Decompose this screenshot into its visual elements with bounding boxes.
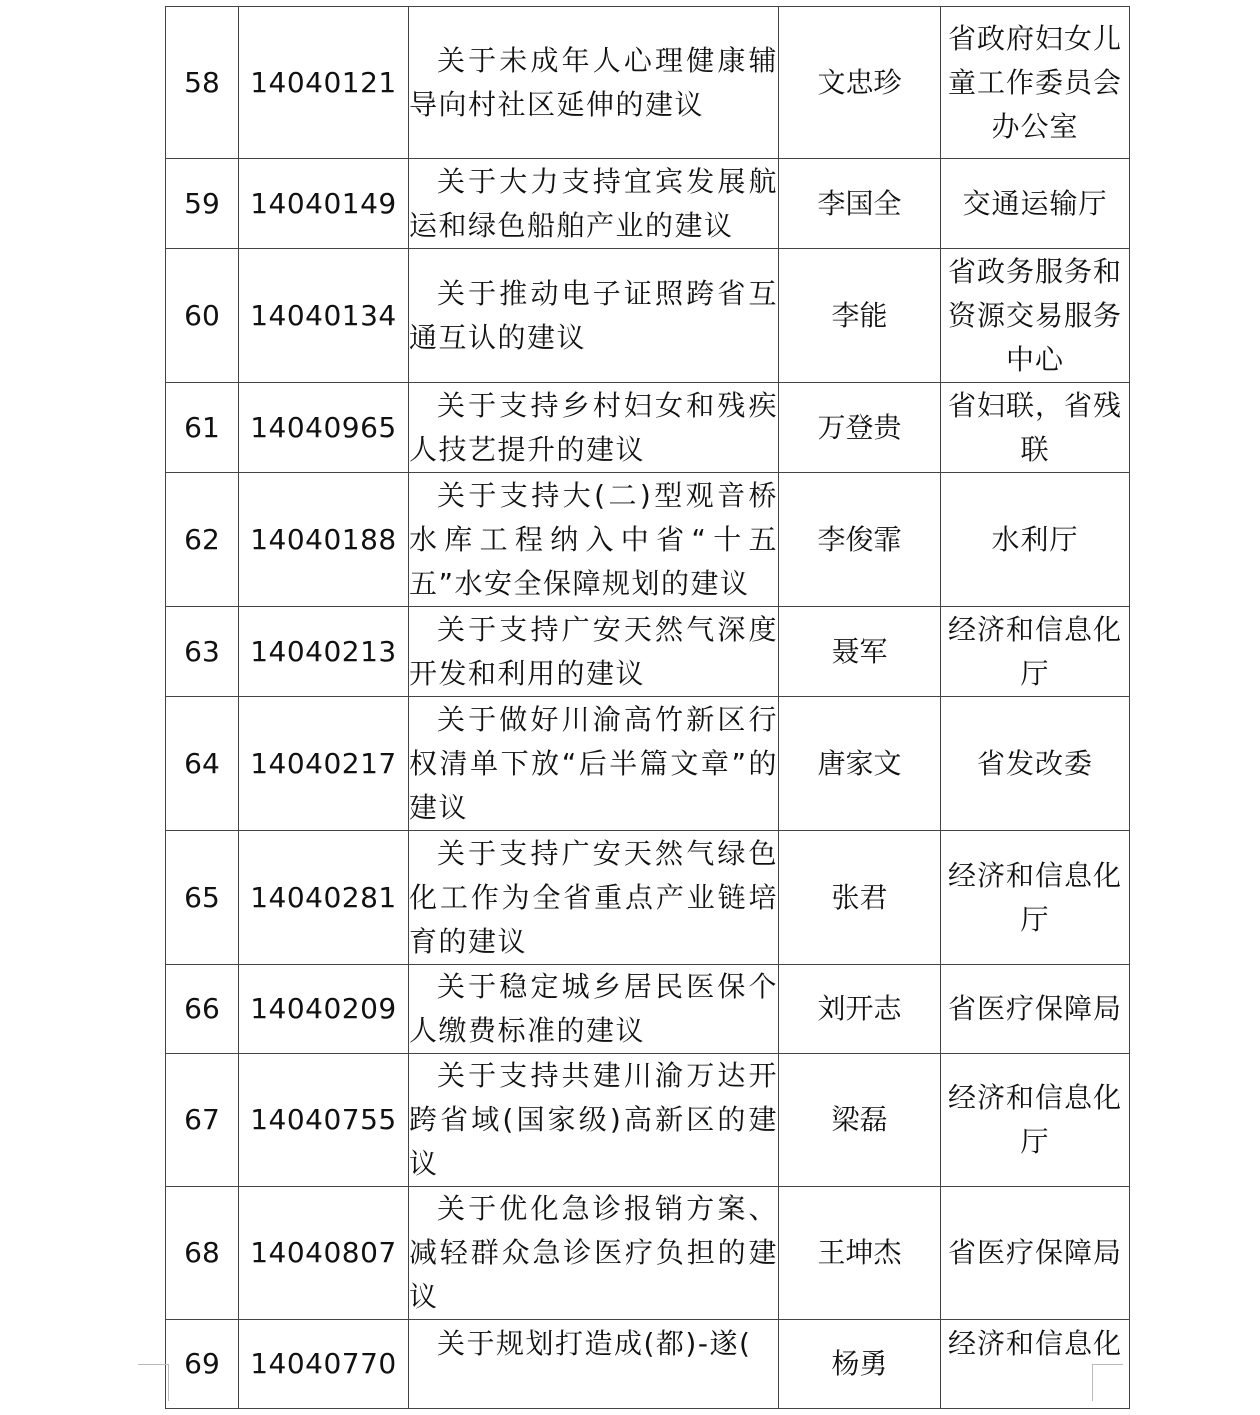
responsible-department: 省政务服务和资源交易服务中心 (941, 249, 1130, 383)
row-number: 58 (166, 7, 239, 159)
proposal-title: 关于优化急诊报销方案、减轻群众急诊医疗负担的建议 (409, 1187, 779, 1320)
crop-mark-left (138, 1364, 169, 1401)
proposal-title: 关于稳定城乡居民医保个人缴费标准的建议 (409, 965, 779, 1054)
table-row (166, 965, 1130, 1054)
proposer-name: 唐家文 (779, 697, 941, 831)
table-row (166, 1187, 1130, 1320)
proposal-code: 14040281 (239, 831, 409, 965)
proposal-title: 关于支持乡村妇女和残疾人技艺提升的建议 (409, 383, 779, 473)
proposal-title: 关于支持广安天然气绿色化工作为全省重点产业链培育的建议 (409, 831, 779, 965)
proposer-name: 万登贵 (779, 383, 941, 473)
proposal-code: 14040770 (239, 1320, 409, 1409)
responsible-department: 交通运输厅 (941, 159, 1130, 249)
row-number: 67 (166, 1054, 239, 1187)
proposer-name: 李能 (779, 249, 941, 383)
table-row (166, 7, 1130, 159)
proposal-code: 14040213 (239, 607, 409, 697)
proposal-title: 关于支持大(二)型观音桥水库工程纳入中省“十五五”水安全保障规划的建议 (409, 473, 779, 607)
row-number: 64 (166, 697, 239, 831)
responsible-department: 经济和信息化厅 (941, 831, 1130, 965)
proposal-code: 14040188 (239, 473, 409, 607)
proposal-code: 14040807 (239, 1187, 409, 1320)
proposal-title: 关于做好川渝高竹新区行权清单下放“后半篇文章”的建议 (409, 697, 779, 831)
proposer-name: 李国全 (779, 159, 941, 249)
proposal-code: 14040149 (239, 159, 409, 249)
table-row (166, 1320, 1130, 1409)
proposal-title: 关于大力支持宜宾发展航运和绿色船舶产业的建议 (409, 159, 779, 249)
proposal-title: 关于支持共建川渝万达开跨省域(国家级)高新区的建议 (409, 1054, 779, 1187)
proposal-title: 关于推动电子证照跨省互通互认的建议 (409, 249, 779, 383)
proposer-name: 梁磊 (779, 1054, 941, 1187)
table-row (166, 159, 1130, 249)
row-number: 68 (166, 1187, 239, 1320)
table-row (166, 249, 1130, 383)
crop-mark-right (1092, 1364, 1123, 1401)
row-number: 59 (166, 159, 239, 249)
proposal-table (165, 6, 1130, 1409)
proposer-name: 刘开志 (779, 965, 941, 1054)
proposer-name: 王坤杰 (779, 1187, 941, 1320)
proposal-code: 14040134 (239, 249, 409, 383)
table-row (166, 473, 1130, 607)
responsible-department: 经济和信息化厅 (941, 1054, 1130, 1187)
proposal-code: 14040121 (239, 7, 409, 159)
row-number: 69 (166, 1320, 239, 1409)
proposer-name: 文忠珍 (779, 7, 941, 159)
responsible-department: 省医疗保障局 (941, 1187, 1130, 1320)
table-row (166, 697, 1130, 831)
row-number: 61 (166, 383, 239, 473)
proposal-code: 14040209 (239, 965, 409, 1054)
row-number: 65 (166, 831, 239, 965)
row-number: 60 (166, 249, 239, 383)
responsible-department: 省妇联，省残联 (941, 383, 1130, 473)
table-row (166, 607, 1130, 697)
table-row (166, 1054, 1130, 1187)
row-number: 63 (166, 607, 239, 697)
proposal-title: 关于未成年人心理健康辅导向村社区延伸的建议 (409, 7, 779, 159)
row-number: 66 (166, 965, 239, 1054)
proposer-name: 杨勇 (779, 1320, 941, 1409)
responsible-department: 水利厅 (941, 473, 1130, 607)
responsible-department: 经济和信息化厅 (941, 607, 1130, 697)
proposer-name: 李俊霏 (779, 473, 941, 607)
proposal-title: 关于规划打造成(都)-遂( (409, 1320, 779, 1409)
table-row (166, 831, 1130, 965)
responsible-department: 省医疗保障局 (941, 965, 1130, 1054)
row-number: 62 (166, 473, 239, 607)
proposal-code: 14040965 (239, 383, 409, 473)
proposal-code: 14040217 (239, 697, 409, 831)
proposal-title: 关于支持广安天然气深度开发和利用的建议 (409, 607, 779, 697)
responsible-department: 省发改委 (941, 697, 1130, 831)
responsible-department: 经济和信息化 (941, 1320, 1130, 1409)
table-row (166, 383, 1130, 473)
proposer-name: 聂军 (779, 607, 941, 697)
proposal-code: 14040755 (239, 1054, 409, 1187)
responsible-department: 省政府妇女儿童工作委员会办公室 (941, 7, 1130, 159)
proposer-name: 张君 (779, 831, 941, 965)
